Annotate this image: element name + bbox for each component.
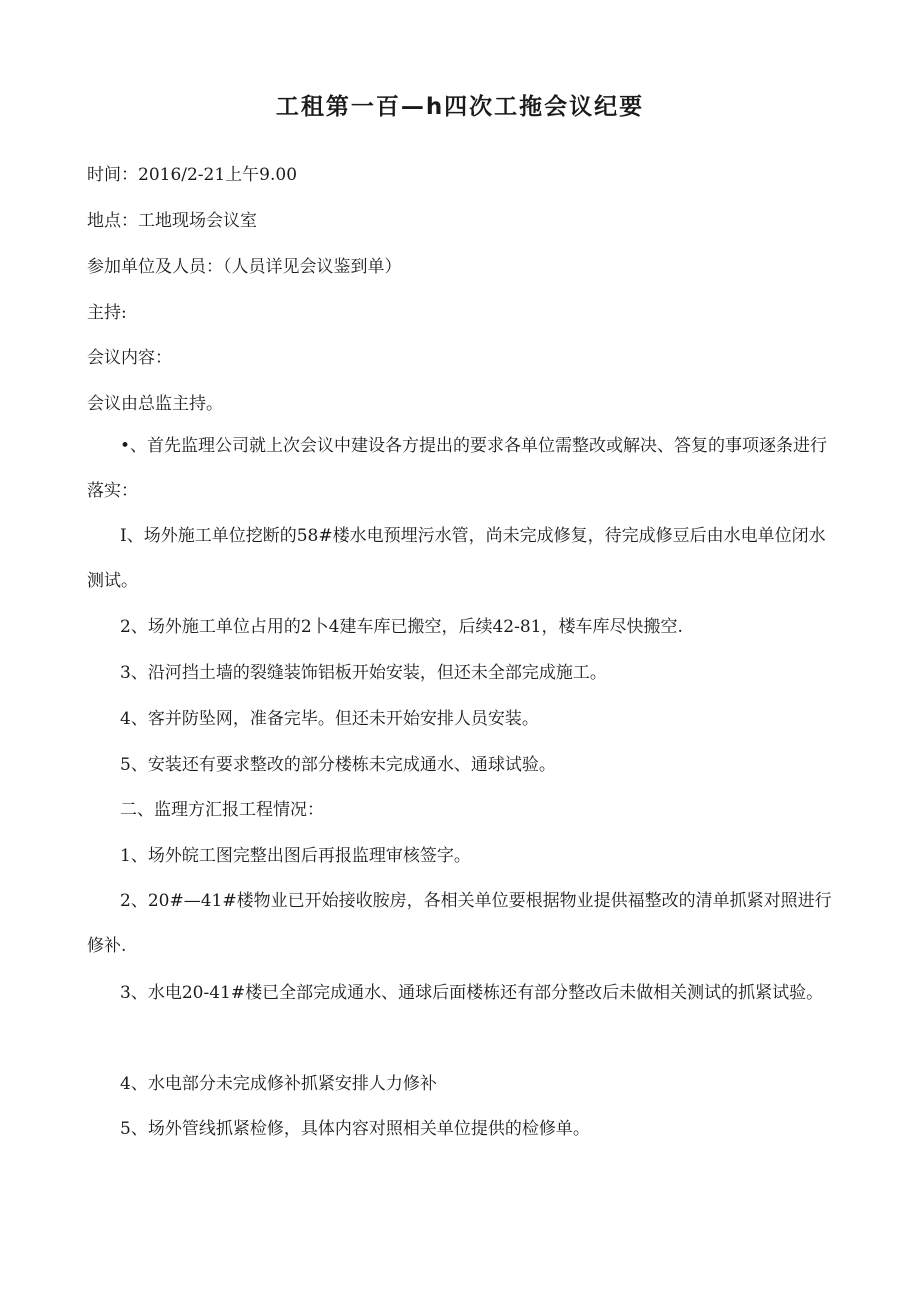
section2-item-1: 1、场外皖工图完整出图后再报监理审核签字。	[120, 846, 471, 866]
section2-item-2: 2、20#—41#楼物业已开始接收胺房，各相关单位要根据物业提供福整改的清单抓紧对照进行修补.	[87, 891, 832, 956]
section2-item-4: 4、水电部分未完成修补抓紧安排人力修补	[120, 1074, 437, 1094]
section2-item-5: 5、场外管线抓紧检修，具体内容对照相关单位提供的检修单。	[120, 1119, 590, 1139]
meeting-time: 时间：2016/2-21上午9.00	[87, 165, 298, 185]
meeting-attendees: 参加单位及人员：（人员详见会议鉴到单）	[87, 257, 402, 277]
section2-heading: 二、监理方汇报工程情况：	[120, 800, 324, 820]
meeting-content-label: 会议内容：	[87, 348, 172, 368]
section1-item-4: 4、客并防坠网，准备完毕。但还未开始安排人员安装。	[120, 709, 539, 729]
meeting-intro: 会议由总监主持。	[87, 394, 223, 414]
section1-item-1: I、场外施工单位挖断的58#楼水电预埋污水管，尚未完成修复，待完成修豆后由水电单位闭水测试。	[87, 526, 826, 591]
section1-heading: •、首先监理公司就上次会议中建设各方提出的要求各单位需整改或解决、答复的事项逐条进行落实：	[87, 436, 828, 501]
section1-item-2: 2、场外施工单位占用的2卜4建车库已搬空，后续42-81，楼车库尽快搬空.	[120, 617, 683, 637]
meeting-host: 主持:	[87, 303, 127, 323]
document-title: 工租第一百—h四次工拖会议纪要	[275, 94, 645, 120]
section2-item-3: 3、水电20-41#楼已全部完成通水、通球后面楼栋还有部分整改后未做相关测试的抓紧试验。	[120, 983, 824, 1003]
section1-item-5: 5、安装还有要求整改的部分楼栋未完成通水、通球试验。	[120, 755, 556, 775]
meeting-place: 地点：工地现场会议室	[87, 211, 257, 231]
section1-item-3: 3、沿河挡土墙的裂缝装饰铝板开始安装，但还未全部完成施工。	[120, 663, 607, 683]
